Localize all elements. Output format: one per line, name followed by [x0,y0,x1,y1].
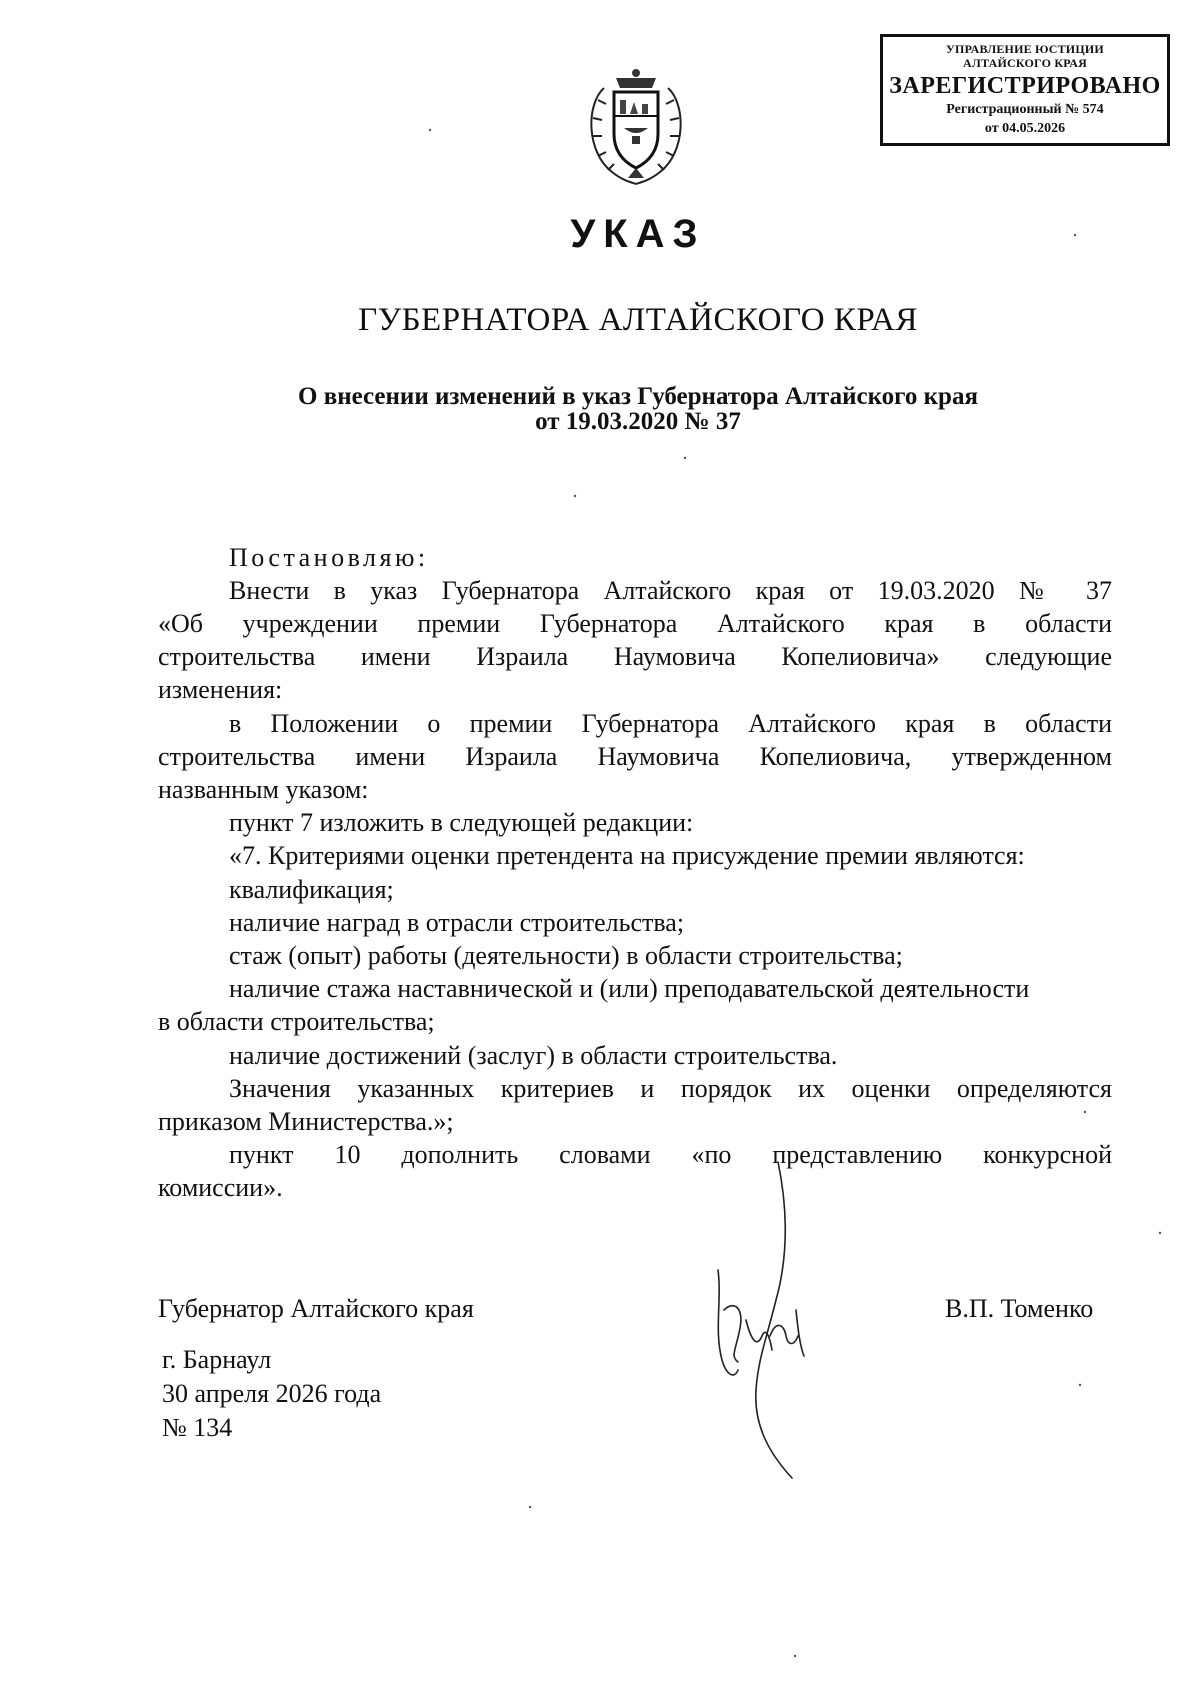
body-line: наличие достижений (заслуг) в области строительства. [229,1041,838,1070]
signatory-position: Губернатор Алтайского края [158,1294,474,1323]
body-line: наличие наград в отрасли строительства; [229,908,685,937]
body-line: приказом Министерства.»; [158,1107,454,1136]
decree-number: № 134 [162,1413,233,1442]
body-line: пункт 7 изложить в следующей редакции: [229,808,694,837]
body-line: стаж (опыт) работы (деятельности) в области строительства; [229,941,903,970]
decree-subject-line1: О внесении изменений в указ Губернатора Алтайского края [298,383,978,410]
document-type-title: УКАЗ [570,212,706,256]
decree-subject-line2: от 19.03.2020 № 37 [535,408,741,435]
body-line: Значения указанных критериев и порядок их оценки определяются [229,1074,1112,1103]
issuer-title: ГУБЕРНАТОРА АЛТАЙСКОГО КРАЯ [358,302,918,338]
signatory-name: В.П. Томенко [945,1294,1094,1323]
body-line: квалификация; [229,875,394,904]
issue-date: 30 апреля 2026 года [162,1379,382,1408]
body-line: наличие стажа наставнической и (или) преподавательской деятельности [229,974,1030,1003]
stamp-registration-date: от 04.05.2026 [984,121,1066,136]
body-line: «7. Критериями оценки претендента на присуждение премии являются: [229,841,1025,870]
body-line: Внести в указ Губернатора Алтайского края от 19.03.2020 № 37 [229,576,1112,605]
issue-city: г. Барнаул [162,1345,272,1374]
body-line: в Положении о премии Губернатора Алтайского края в области [229,709,1112,738]
body-line: пункт 10 дополнить словами «по представлению конкурсной [229,1140,1112,1169]
body-line: «Об учреждении премии Губернатора Алтайского края в области [158,609,1112,638]
stamp-status: ЗАРЕГИСТРИРОВАНО [889,73,1161,99]
stamp-registration-number: Регистрационный № 574 [946,102,1104,117]
stamp-department-line1: УПРАВЛЕНИЕ ЮСТИЦИИ [946,42,1104,56]
body-line: названным указом: [158,775,369,804]
body-line: в области строительства; [158,1007,435,1036]
body-line: изменения: [158,675,283,704]
body-line: комиссии». [158,1173,283,1202]
body-line: Постановляю: [229,543,429,572]
body-line: строительства имени Израила Наумовича Копелиовича» следующие [158,642,1112,671]
stamp-department-line2: АЛТАЙСКОГО КРАЯ [963,56,1087,70]
body-line: строительства имени Израила Наумовича Копелиовича, утвержденном [158,742,1112,771]
